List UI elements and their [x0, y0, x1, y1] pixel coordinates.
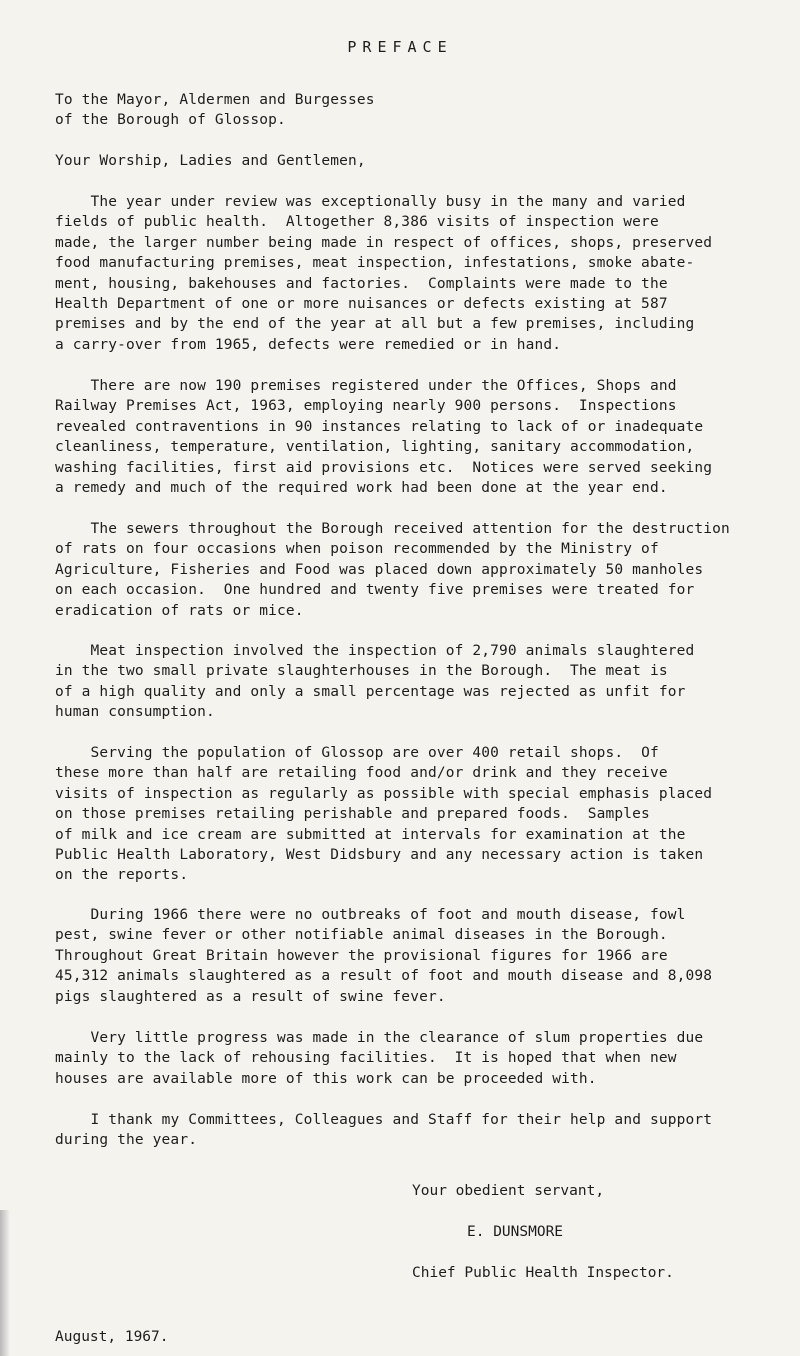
paragraph-6: During 1966 there were no outbreaks of foot and mouth disease, fowl pest, swine fever or other notifiable animal diseases in the Borough. Throughout Great Britain however the provisional figures for 1966 are 45,312 animals slaughtered as a result of foot and mouth disease and 8,098 pigs slaughtered as a result of swine fever. [55, 907, 713, 1005]
binding-edge-shadow [0, 1210, 10, 1356]
paragraph-7: Very little progress was made in the clearance of slum properties due mainly to the lack of rehousing facilities. It is hoped that when new houses are available more of this work can be proceeded with. [55, 1030, 704, 1087]
page-title: PREFACE [347, 38, 453, 56]
paragraph-5: Serving the population of Glossop are over 400 retail shops. Of these more than half are retailing food and/or drink and they receive visits of inspection as regularly as possible with special emphasis placed on those premises retailing perishable and prepared foods. Samples of milk and ice cream are submitted at intervals for examination at the Public Health Laboratory, West Didsbury and any necessary action is taken on the reports. [55, 745, 713, 884]
address-block: To the Mayor, Aldermen and Burgesses of the Borough of Glossop. [55, 92, 375, 129]
paragraph-8: I thank my Committees, Colleagues and Staff for their help and support during the year. [55, 1112, 713, 1149]
paragraph-1: The year under review was exceptionally busy in the many and varied fields of public health. Altogether 8,386 visits of inspection were made, the larger number being made in respect of offices, shops, preserved food manufacturing premises, meat inspection, infestations, smoke abate- ment, housing, bakehouses and factories. Complaints were made to the Health Department of one or more nuisances or defects existing at 587 premises and by the end of the year at all but a few premises, including a carry-over from 1965, defects were remedied or in hand. [55, 194, 713, 353]
paragraph-2: There are now 190 premises registered under the Offices, Shops and Railway Premises Act, 1963, employing nearly 900 persons. Inspections revealed contraventions in 90 instances relating to lack of or inadequate cleanliness, temperature, ventilation, lighting, sanitary accommodation, washing facilities, first aid provisions etc. Notices were served seeking a remedy and much of the required work had been done at the year end. [55, 378, 713, 497]
closing: Your obedient servant, [412, 1183, 605, 1199]
paragraph-4: Meat inspection involved the inspection of 2,790 animals slaughtered in the two small private slaughterhouses in the Borough. The meat is of a high quality and only a small percentage was rejected as unfit for human consumption. [55, 643, 695, 721]
document-date: August, 1967. [55, 1329, 169, 1345]
signatory-name: E. DUNSMORE [467, 1224, 564, 1240]
salutation: Your Worship, Ladies and Gentlemen, [55, 153, 366, 169]
paragraph-3: The sewers throughout the Borough received attention for the destruction of rats on four occasions when poison recommended by the Ministry of Agriculture, Fisheries and Food was placed down approximately 50 manholes on each occasion. One hundred and twenty five premises were treated for eradication of rats or mice. [55, 521, 730, 619]
signatory-title: Chief Public Health Inspector. [412, 1265, 674, 1281]
